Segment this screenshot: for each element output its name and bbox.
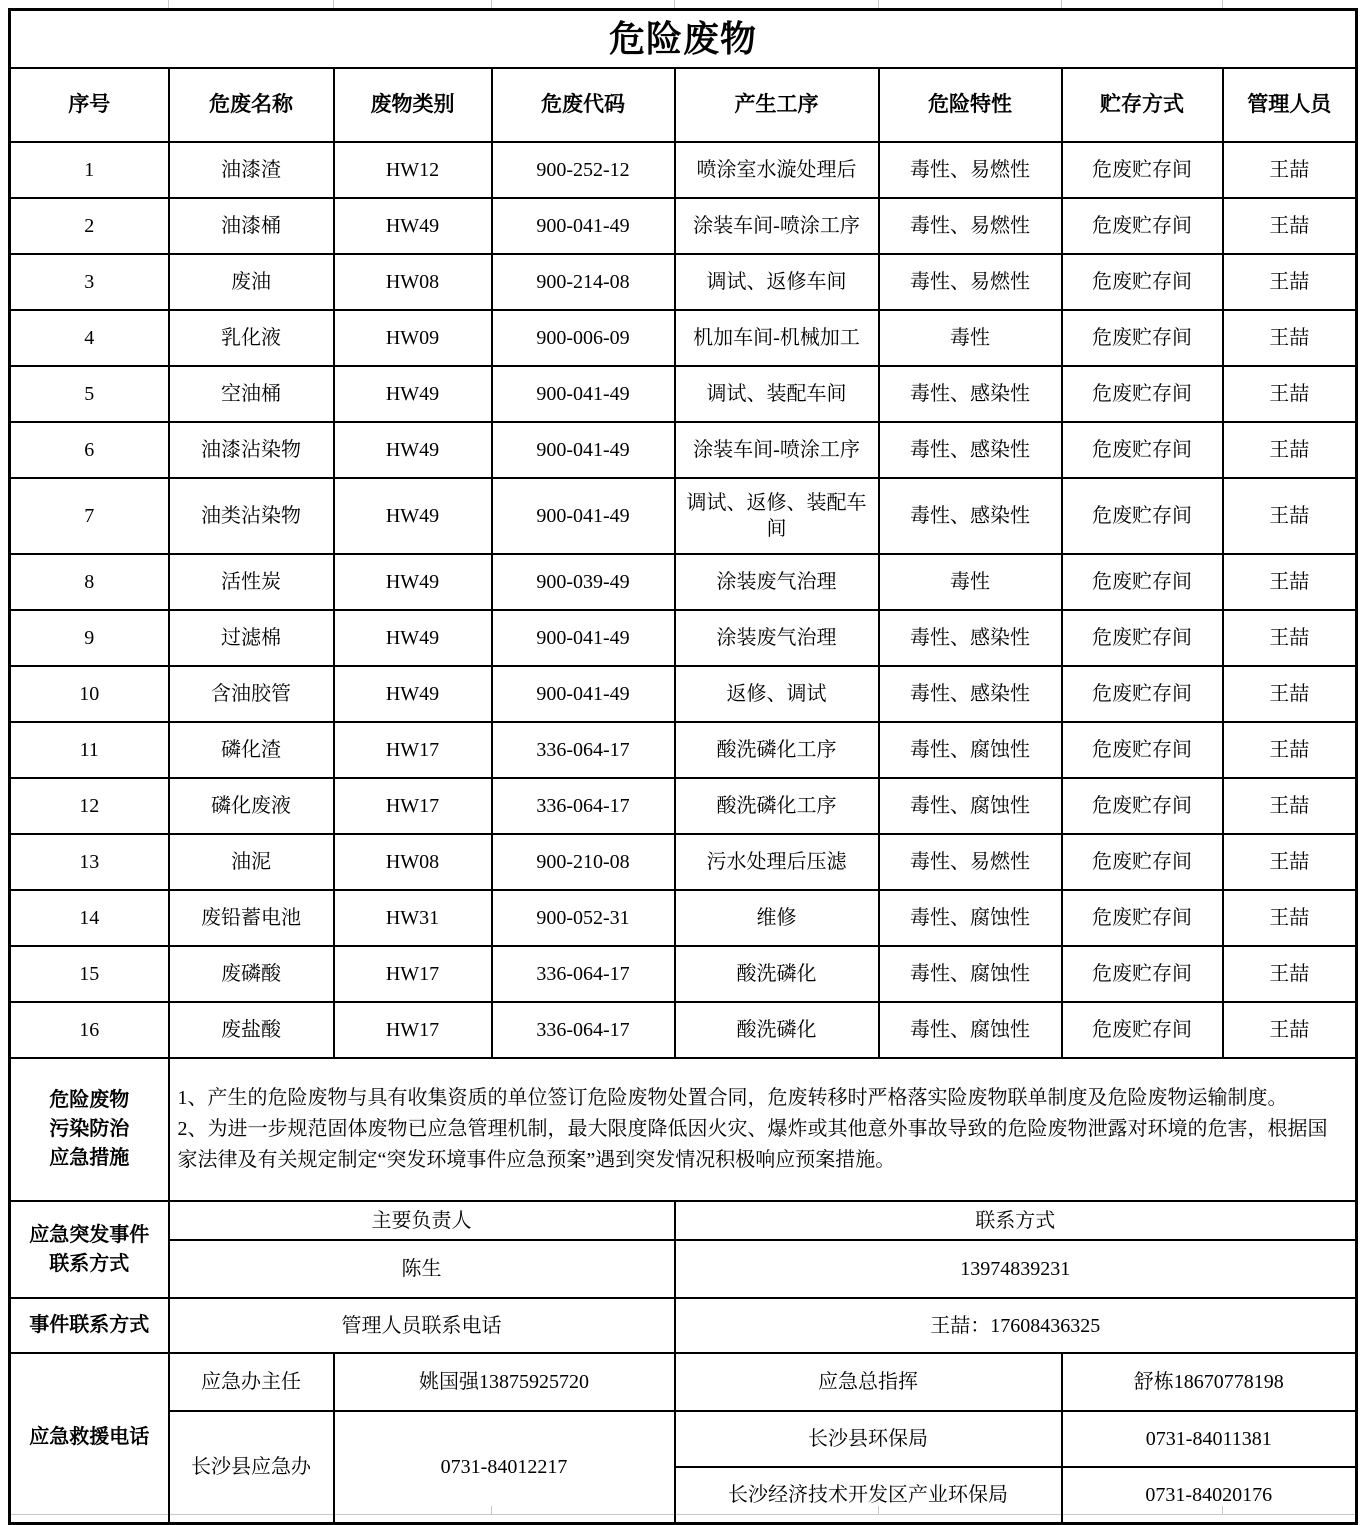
cell-index: 5 (10, 366, 169, 422)
cell-hazard: 毒性 (879, 554, 1062, 610)
rescue-chief-commander-phone: 舒栋18670778198 (1062, 1353, 1357, 1411)
cell-code: 900-214-08 (492, 254, 675, 310)
column-header-name: 危废名称 (169, 68, 334, 142)
contact-method-header: 联系方式 (675, 1201, 1357, 1240)
cell-manager: 王喆 (1223, 610, 1357, 666)
cell-manager: 王喆 (1223, 778, 1357, 834)
cell-category: HW49 (334, 666, 492, 722)
title-row (10, 10, 1357, 69)
rescue-row-1 (10, 1353, 1357, 1411)
incident-contact-label: 事件联系方式 (10, 1298, 169, 1353)
column-header-category: 废物类别 (334, 68, 492, 142)
incident-contact-row (10, 1298, 1357, 1353)
cell-category: HW17 (334, 946, 492, 1002)
measures-text (169, 1058, 1357, 1201)
cell-manager: 王喆 (1223, 722, 1357, 778)
cell-name: 废油 (169, 254, 334, 310)
cell-manager: 王喆 (1223, 310, 1357, 366)
cell-category: HW17 (334, 1002, 492, 1058)
cell-code: 900-041-49 (492, 422, 675, 478)
cell-process: 酸洗磷化 (675, 1002, 879, 1058)
cell-hazard: 毒性、腐蚀性 (879, 946, 1062, 1002)
cell-category: HW08 (334, 254, 492, 310)
cell-code: 900-006-09 (492, 310, 675, 366)
cell-process: 涂装废气治理 (675, 610, 879, 666)
cell-hazard: 毒性、感染性 (879, 366, 1062, 422)
cell-code: 336-064-17 (492, 946, 675, 1002)
waste-row-4 (10, 310, 1357, 366)
cell-process: 污水处理后压滤 (675, 834, 879, 890)
cell-storage: 危废贮存间 (1062, 610, 1223, 666)
rescue-office-director-phone: 姚国强13875925720 (334, 1353, 675, 1411)
cell-category: HW49 (334, 478, 492, 554)
manager-phone-header: 管理人员联系电话 (169, 1298, 675, 1353)
county-epa-phone: 0731-84011381 (1062, 1411, 1357, 1467)
cell-hazard: 毒性 (879, 310, 1062, 366)
cell-hazard: 毒性、感染性 (879, 610, 1062, 666)
cell-index: 2 (10, 198, 169, 254)
cell-manager: 王喆 (1223, 1002, 1357, 1058)
waste-row-3 (10, 254, 1357, 310)
cell-index: 10 (10, 666, 169, 722)
cell-process: 酸洗磷化工序 (675, 778, 879, 834)
cell-manager: 王喆 (1223, 422, 1357, 478)
cell-storage: 危废贮存间 (1062, 890, 1223, 946)
column-header-manager: 管理人员 (1223, 68, 1357, 142)
cell-category: HW49 (334, 422, 492, 478)
cell-category: HW49 (334, 366, 492, 422)
cell-hazard: 毒性、腐蚀性 (879, 890, 1062, 946)
cell-storage: 危废贮存间 (1062, 142, 1223, 198)
cell-name: 磷化废液 (169, 778, 334, 834)
emergency-contact-label-line: 联系方式 (49, 1252, 130, 1275)
cell-name: 油泥 (169, 834, 334, 890)
waste-row-9 (10, 610, 1357, 666)
waste-row-15 (10, 946, 1357, 1002)
column-header-process: 产生工序 (675, 68, 879, 142)
cell-index: 7 (10, 478, 169, 554)
cell-process: 返修、调试 (675, 666, 879, 722)
hazardous-waste-table (8, 8, 1358, 1525)
waste-row-8 (10, 554, 1357, 610)
cell-storage: 危废贮存间 (1062, 254, 1223, 310)
waste-row-11 (10, 722, 1357, 778)
cell-name: 活性炭 (169, 554, 334, 610)
column-header-code: 危废代码 (492, 68, 675, 142)
cell-code: 900-041-49 (492, 610, 675, 666)
emergency-contact-label-line: 应急突发事件 (29, 1223, 150, 1246)
cell-code: 900-041-49 (492, 666, 675, 722)
cell-category: HW49 (334, 198, 492, 254)
cell-index: 1 (10, 142, 169, 198)
cell-hazard: 毒性、易燃性 (879, 254, 1062, 310)
cell-index: 13 (10, 834, 169, 890)
page-title: 危险废物 (10, 10, 1357, 69)
cell-process: 涂装车间-喷涂工序 (675, 422, 879, 478)
cell-hazard: 毒性、腐蚀性 (879, 722, 1062, 778)
cell-code: 900-041-49 (492, 366, 675, 422)
cell-manager: 王喆 (1223, 366, 1357, 422)
cell-category: HW49 (334, 554, 492, 610)
cell-code: 336-064-17 (492, 722, 675, 778)
cell-code: 900-041-49 (492, 478, 675, 554)
cell-storage: 危废贮存间 (1062, 1002, 1223, 1058)
cell-name: 油漆沾染物 (169, 422, 334, 478)
cell-storage: 危废贮存间 (1062, 422, 1223, 478)
cell-name: 空油桶 (169, 366, 334, 422)
cell-code: 336-064-17 (492, 778, 675, 834)
cell-index: 4 (10, 310, 169, 366)
cell-storage: 危废贮存间 (1062, 666, 1223, 722)
waste-row-12 (10, 778, 1357, 834)
measures-label (10, 1058, 169, 1201)
column-header-row (10, 68, 1357, 142)
cell-name: 油类沾染物 (169, 478, 334, 554)
cell-category: HW12 (334, 142, 492, 198)
responsible-person-phone: 13974839231 (675, 1240, 1357, 1298)
cell-code: 900-210-08 (492, 834, 675, 890)
cell-index: 12 (10, 778, 169, 834)
cell-storage: 危废贮存间 (1062, 834, 1223, 890)
cell-code: 336-064-17 (492, 1002, 675, 1058)
cell-manager: 王喆 (1223, 478, 1357, 554)
county-emergency-office-title: 长沙县应急办 (169, 1411, 334, 1523)
cell-code: 900-041-49 (492, 198, 675, 254)
column-header-storage: 贮存方式 (1062, 68, 1223, 142)
cell-manager: 王喆 (1223, 946, 1357, 1002)
cell-hazard: 毒性、感染性 (879, 422, 1062, 478)
cell-manager: 王喆 (1223, 834, 1357, 890)
waste-row-6 (10, 422, 1357, 478)
measures-label-line: 危险废物 (49, 1089, 130, 1111)
cell-process: 涂装废气治理 (675, 554, 879, 610)
cell-category: HW49 (334, 610, 492, 666)
cell-category: HW31 (334, 890, 492, 946)
county-emergency-office-phone: 0731-84012217 (334, 1411, 675, 1523)
waste-row-16 (10, 1002, 1357, 1058)
cell-hazard: 毒性、易燃性 (879, 198, 1062, 254)
cell-manager: 王喆 (1223, 666, 1357, 722)
column-header-hazard: 危险特性 (879, 68, 1062, 142)
measures-row (10, 1058, 1357, 1201)
cell-name: 乳化液 (169, 310, 334, 366)
cell-hazard: 毒性、感染性 (879, 478, 1062, 554)
cell-storage: 危废贮存间 (1062, 722, 1223, 778)
measures-label-line: 污染防治 (49, 1118, 130, 1140)
emergency-contact-header-row (10, 1201, 1357, 1240)
county-epa-title: 长沙县环保局 (675, 1411, 1062, 1467)
cell-index: 11 (10, 722, 169, 778)
cell-process: 喷涂室水漩处理后 (675, 142, 879, 198)
waste-row-7 (10, 478, 1357, 554)
cell-index: 6 (10, 422, 169, 478)
cell-hazard: 毒性、感染性 (879, 666, 1062, 722)
cell-process: 机加车间-机械加工 (675, 310, 879, 366)
cell-storage: 危废贮存间 (1062, 946, 1223, 1002)
cell-process: 调试、返修车间 (675, 254, 879, 310)
waste-row-5 (10, 366, 1357, 422)
waste-row-1 (10, 142, 1357, 198)
cell-manager: 王喆 (1223, 198, 1357, 254)
cell-index: 8 (10, 554, 169, 610)
cell-code: 900-052-31 (492, 890, 675, 946)
cell-category: HW09 (334, 310, 492, 366)
measures-label-line: 应急措施 (49, 1147, 130, 1169)
waste-row-13 (10, 834, 1357, 890)
rescue-phone-label: 应急救援电话 (10, 1353, 169, 1523)
cell-storage: 危废贮存间 (1062, 310, 1223, 366)
cell-name: 油漆桶 (169, 198, 334, 254)
cell-category: HW08 (334, 834, 492, 890)
cell-manager: 王喆 (1223, 142, 1357, 198)
cell-process: 酸洗磷化 (675, 946, 879, 1002)
cell-index: 14 (10, 890, 169, 946)
dev-zone-epa-phone: 0731-84020176 (1062, 1467, 1357, 1523)
cell-storage: 危废贮存间 (1062, 478, 1223, 554)
cell-process: 调试、装配车间 (675, 366, 879, 422)
cell-storage: 危废贮存间 (1062, 366, 1223, 422)
cell-name: 废盐酸 (169, 1002, 334, 1058)
cell-storage: 危废贮存间 (1062, 198, 1223, 254)
rescue-row-2 (10, 1411, 1357, 1467)
emergency-contact-value-row (10, 1240, 1357, 1298)
cell-name: 过滤棉 (169, 610, 334, 666)
dev-zone-epa-title: 长沙经济技术开发区产业环保局 (675, 1467, 1062, 1523)
responsible-person-name: 陈生 (169, 1240, 675, 1298)
cell-code: 900-252-12 (492, 142, 675, 198)
cell-index: 9 (10, 610, 169, 666)
cell-name: 磷化渣 (169, 722, 334, 778)
cell-process: 涂装车间-喷涂工序 (675, 198, 879, 254)
cell-index: 16 (10, 1002, 169, 1058)
cell-category: HW17 (334, 722, 492, 778)
cell-storage: 危废贮存间 (1062, 778, 1223, 834)
measures-item-2: 2、为进一步规范固体废物已应急管理机制，最大限度降低因火灾、爆炸或其他意外事故导致的危险废物泄露对环境的危害，根据国家法律及有关规定制定“突发环境事件应急预案”遇到突发情况积极响应预案措施。 (177, 1118, 1328, 1171)
cell-hazard: 毒性、易燃性 (879, 834, 1062, 890)
cell-index: 3 (10, 254, 169, 310)
measures-item-1: 1、产生的危险废物与具有收集资质的单位签订危险废物处置合同，危废转移时严格落实险废物联单制度及危险废物运输制度。 (177, 1087, 1288, 1109)
cell-manager: 王喆 (1223, 254, 1357, 310)
rescue-office-director-title: 应急办主任 (169, 1353, 334, 1411)
cell-name: 废铅蓄电池 (169, 890, 334, 946)
cell-storage: 危废贮存间 (1062, 554, 1223, 610)
cell-process: 酸洗磷化工序 (675, 722, 879, 778)
column-header-index: 序号 (10, 68, 169, 142)
cell-hazard: 毒性、易燃性 (879, 142, 1062, 198)
cell-process: 调试、返修、装配车间 (675, 478, 879, 554)
waste-row-2 (10, 198, 1357, 254)
cell-hazard: 毒性、腐蚀性 (879, 1002, 1062, 1058)
cell-code: 900-039-49 (492, 554, 675, 610)
cell-process: 维修 (675, 890, 879, 946)
cell-hazard: 毒性、腐蚀性 (879, 778, 1062, 834)
cell-manager: 王喆 (1223, 890, 1357, 946)
cell-name: 废磷酸 (169, 946, 334, 1002)
sheet-gridlines-top (8, 0, 1356, 8)
emergency-contact-label (10, 1201, 169, 1298)
waste-row-10 (10, 666, 1357, 722)
cell-index: 15 (10, 946, 169, 1002)
cell-category: HW17 (334, 778, 492, 834)
responsible-person-header: 主要负责人 (169, 1201, 675, 1240)
manager-phone-value: 王喆：17608436325 (675, 1298, 1357, 1353)
cell-name: 油漆渣 (169, 142, 334, 198)
waste-row-14 (10, 890, 1357, 946)
cell-name: 含油胶管 (169, 666, 334, 722)
rescue-chief-commander-title: 应急总指挥 (675, 1353, 1062, 1411)
cell-manager: 王喆 (1223, 554, 1357, 610)
